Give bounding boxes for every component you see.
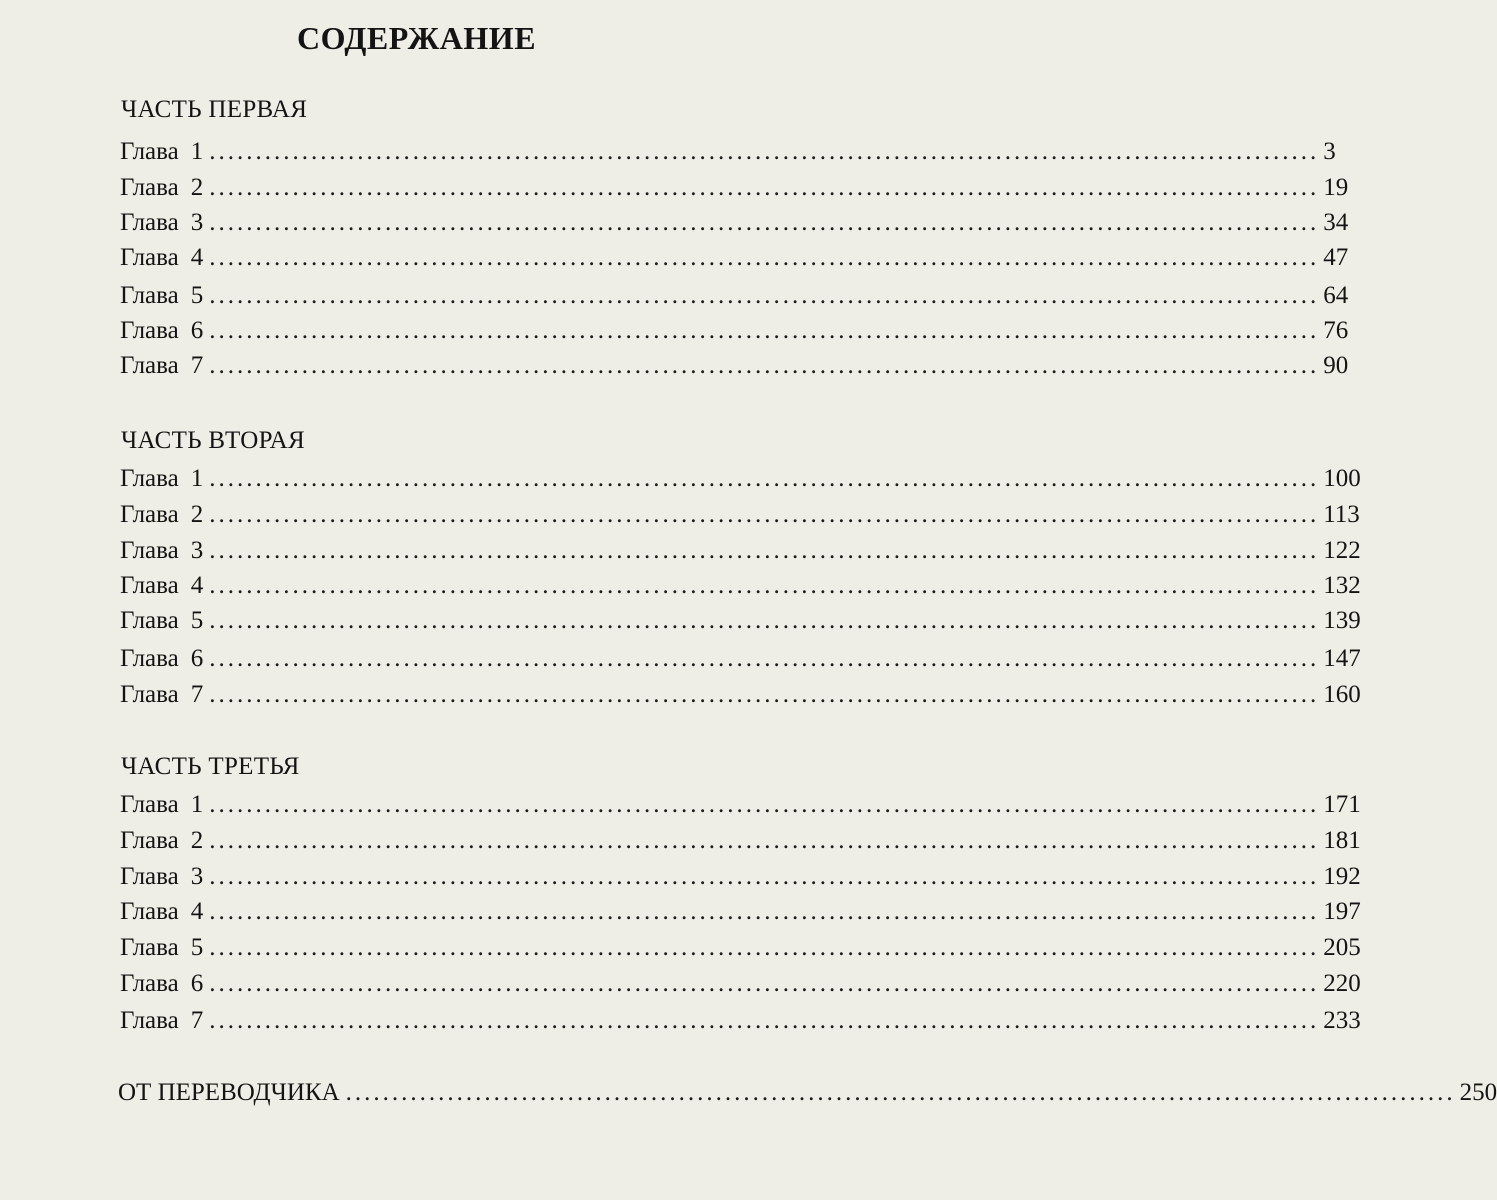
toc-entry-part1-ch3[interactable]	[120, 208, 1349, 238]
chapter-number: 3	[190, 209, 204, 236]
dot-leader: ........................................................................................................................	[209, 244, 1320, 271]
chapter-number: 1	[190, 138, 204, 165]
dot-leader: ........................................................................................................................	[209, 465, 1320, 492]
toc-entry-part2-ch4[interactable]	[120, 571, 1361, 601]
page-number: 34	[1323, 209, 1349, 236]
chapter-label: Глава	[120, 898, 179, 925]
dot-leader: ........................................................................................................................	[209, 827, 1320, 854]
toc-entry-part1-ch6[interactable]	[120, 316, 1349, 346]
toc-entry-part3-ch2[interactable]	[120, 826, 1361, 856]
part-1-title: ЧАСТЬ ПЕРВАЯ	[121, 96, 308, 123]
page-number: 205	[1323, 934, 1361, 961]
chapter-number: 3	[190, 863, 204, 890]
toc-entry-part3-ch7[interactable]	[120, 1006, 1361, 1036]
dot-leader: ........................................................................................................................	[209, 537, 1320, 564]
chapter-number: 1	[190, 791, 204, 818]
chapter-label: Глава	[120, 934, 179, 961]
chapter-label: Глава	[120, 572, 179, 599]
dot-leader: ........................................................................................................................	[209, 934, 1320, 961]
dot-leader: ........................................................................................................................	[209, 645, 1320, 672]
dot-leader: ........................................................................................................................	[209, 572, 1320, 599]
chapter-number: 5	[190, 607, 204, 634]
chapter-number: 4	[190, 898, 204, 925]
dot-leader: ........................................................................................................................	[209, 352, 1320, 379]
chapter-number: 6	[190, 317, 204, 344]
page-number: 147	[1323, 645, 1361, 672]
chapter-number: 4	[190, 244, 204, 271]
chapter-label: Глава	[120, 1007, 179, 1034]
chapter-number: 2	[190, 501, 204, 528]
page-number: 64	[1323, 282, 1349, 309]
page-number: 197	[1323, 898, 1361, 925]
afterword-label: ОТ ПЕРЕВОДЧИКА	[118, 1079, 340, 1106]
toc-entry-part3-ch6[interactable]	[120, 969, 1361, 999]
chapter-label: Глава	[120, 501, 179, 528]
chapter-label: Глава	[120, 863, 179, 890]
toc-entry-part2-ch2[interactable]	[120, 500, 1360, 530]
toc-entry-part2-ch3[interactable]	[120, 536, 1361, 566]
dot-leader: ........................................................................................................................	[345, 1079, 1456, 1106]
chapter-number: 3	[190, 537, 204, 564]
dot-leader: ........................................................................................................................	[209, 209, 1320, 236]
page-number: 171	[1323, 791, 1361, 818]
toc-entry-part2-ch5[interactable]	[120, 606, 1361, 636]
dot-leader: ........................................................................................................................	[209, 282, 1320, 309]
chapter-number: 7	[190, 1007, 204, 1034]
chapter-label: Глава	[120, 465, 179, 492]
chapter-number: 6	[190, 970, 204, 997]
toc-entry-part1-ch2[interactable]	[120, 173, 1349, 203]
page-number: 19	[1323, 174, 1349, 201]
chapter-label: Глава	[120, 645, 179, 672]
chapter-label: Глава	[120, 537, 179, 564]
chapter-number: 7	[190, 681, 204, 708]
toc-entry-afterword[interactable]	[118, 1078, 1497, 1108]
chapter-number: 2	[190, 827, 204, 854]
dot-leader: ........................................................................................................................	[209, 863, 1320, 890]
part-2-title: ЧАСТЬ ВТОРАЯ	[121, 427, 305, 454]
chapter-label: Глава	[120, 209, 179, 236]
chapter-label: Глава	[120, 174, 179, 201]
toc-entry-part1-ch1[interactable]	[120, 137, 1336, 167]
chapter-number: 2	[190, 174, 204, 201]
page-number: 160	[1323, 681, 1361, 708]
chapter-label: Глава	[120, 317, 179, 344]
page-number: 90	[1323, 352, 1349, 379]
dot-leader: ........................................................................................................................	[209, 1007, 1320, 1034]
chapter-label: Глава	[120, 244, 179, 271]
chapter-label: Глава	[120, 970, 179, 997]
toc-entry-part1-ch4[interactable]	[120, 243, 1349, 273]
toc-entry-part1-ch7[interactable]	[120, 351, 1349, 381]
page-number: 192	[1323, 863, 1361, 890]
toc-entry-part2-ch6[interactable]	[120, 644, 1361, 674]
dot-leader: ........................................................................................................................	[209, 970, 1320, 997]
page-number: 233	[1323, 1007, 1361, 1034]
dot-leader: ........................................................................................................................	[209, 138, 1320, 165]
toc-entry-part2-ch7[interactable]	[120, 680, 1361, 710]
dot-leader: ........................................................................................................................	[209, 174, 1320, 201]
toc-entry-part3-ch4[interactable]	[120, 897, 1361, 927]
page-number: 3	[1323, 138, 1336, 165]
page-number: 122	[1323, 537, 1361, 564]
page-title: СОДЕРЖАНИЕ	[296, 20, 537, 56]
page-number: 113	[1323, 501, 1360, 528]
chapter-label: Глава	[120, 607, 179, 634]
chapter-number: 4	[190, 572, 204, 599]
chapter-label: Глава	[120, 138, 179, 165]
chapter-number: 5	[190, 282, 204, 309]
page-number: 139	[1323, 607, 1361, 634]
chapter-label: Глава	[120, 352, 179, 379]
toc-entry-part3-ch3[interactable]	[120, 862, 1361, 892]
chapter-label: Глава	[120, 282, 179, 309]
toc-entry-part3-ch1[interactable]	[120, 790, 1361, 820]
toc-entry-part3-ch5[interactable]	[120, 933, 1361, 963]
dot-leader: ........................................................................................................................	[209, 791, 1320, 818]
page-number: 76	[1323, 317, 1349, 344]
page-number: 100	[1323, 465, 1361, 492]
chapter-label: Глава	[120, 827, 179, 854]
dot-leader: ........................................................................................................................	[209, 501, 1320, 528]
toc-entry-part2-ch1[interactable]	[120, 464, 1361, 494]
page-number: 181	[1323, 827, 1361, 854]
dot-leader: ........................................................................................................................	[209, 898, 1320, 925]
chapter-number: 6	[190, 645, 204, 672]
chapter-label: Глава	[120, 681, 179, 708]
dot-leader: ........................................................................................................................	[209, 681, 1320, 708]
page-number: 132	[1323, 572, 1361, 599]
page-number: 250	[1459, 1079, 1497, 1106]
chapter-label: Глава	[120, 791, 179, 818]
page-number: 220	[1323, 970, 1361, 997]
chapter-number: 7	[190, 352, 204, 379]
dot-leader: ........................................................................................................................	[209, 607, 1320, 634]
chapter-number: 5	[190, 934, 204, 961]
toc-entry-part1-ch5[interactable]	[120, 281, 1349, 311]
page-number: 47	[1323, 244, 1349, 271]
chapter-number: 1	[190, 465, 204, 492]
dot-leader: ........................................................................................................................	[209, 317, 1320, 344]
part-3-title: ЧАСТЬ ТРЕТЬЯ	[121, 753, 300, 780]
